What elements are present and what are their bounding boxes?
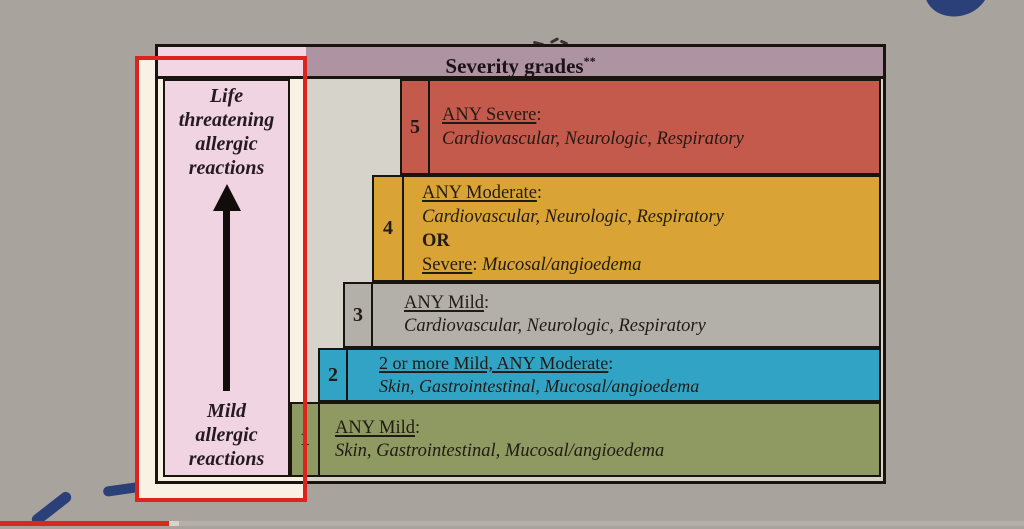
grade-body: Skin, Gastrointestinal, Mucosal/angioedema xyxy=(335,440,665,461)
grade-3-row xyxy=(343,282,881,348)
video-progress-bar[interactable] xyxy=(0,521,1024,526)
grade-number: 3 xyxy=(345,284,373,346)
grade-title: 2 or more Mild, ANY Moderate xyxy=(379,353,609,373)
or-conjunction: OR xyxy=(422,230,450,251)
footnote-marker: ** xyxy=(583,54,596,68)
grade-4-row xyxy=(372,175,881,282)
grade-title: ANY Moderate xyxy=(422,182,537,203)
grade-body: Cardiovascular, Neurologic, Respiratory xyxy=(442,129,744,149)
progress-playhead[interactable] xyxy=(169,521,179,526)
grade-1-text: ANY Mild: Skin, Gastrointestinal, Mucosal/angioedema xyxy=(320,404,879,475)
grade-number: 2 xyxy=(320,350,348,400)
annotation-box xyxy=(135,56,307,502)
grade-5-row xyxy=(400,79,881,175)
grade-body: Skin, Gastrointestinal, Mucosal/angioedema xyxy=(379,376,700,396)
progress-played-segment[interactable] xyxy=(0,521,169,526)
grade-alt-title: Severe xyxy=(422,254,473,275)
blue-circle-decoration xyxy=(917,0,997,25)
grade-2-row xyxy=(318,348,881,402)
mild-allergic-label: Mild allergic reactions xyxy=(188,400,265,470)
grade-number: 5 xyxy=(402,81,430,173)
grade-title: ANY Mild xyxy=(404,293,484,313)
grade-body: Cardiovascular, Neurologic, Respiratory xyxy=(404,316,706,336)
grade-number: 1 xyxy=(292,404,320,475)
grade-5-text: ANY Severe: Cardiovascular, Neurologic, Respiratory xyxy=(430,81,879,173)
grade-body: Cardiovascular, Neurologic, Respiratory xyxy=(422,206,724,227)
grade-title: ANY Mild xyxy=(335,417,415,438)
severity-grades-title-text: Severity grades xyxy=(445,54,584,78)
grade-title: ANY Severe xyxy=(442,105,537,125)
grade-2-text: 2 or more Mild, ANY Moderate: Skin, Gastrointestinal, Mucosal/angioedema xyxy=(348,350,879,400)
grade-1-row xyxy=(290,402,881,477)
grade-3-text: ANY Mild: Cardiovascular, Neurologic, Respiratory xyxy=(373,284,879,346)
cutoff-text-artifact xyxy=(550,37,559,44)
grade-alt-body: Mucosal/angioedema xyxy=(482,254,642,275)
life-threatening-label: Life threatening allergic reactions xyxy=(178,85,275,179)
grade-4-text: ANY Moderate: Cardiovascular, Neurologic, Respiratory OR Severe: Mucosal/angioedema xyxy=(404,177,879,280)
grade-number: 4 xyxy=(374,177,404,280)
